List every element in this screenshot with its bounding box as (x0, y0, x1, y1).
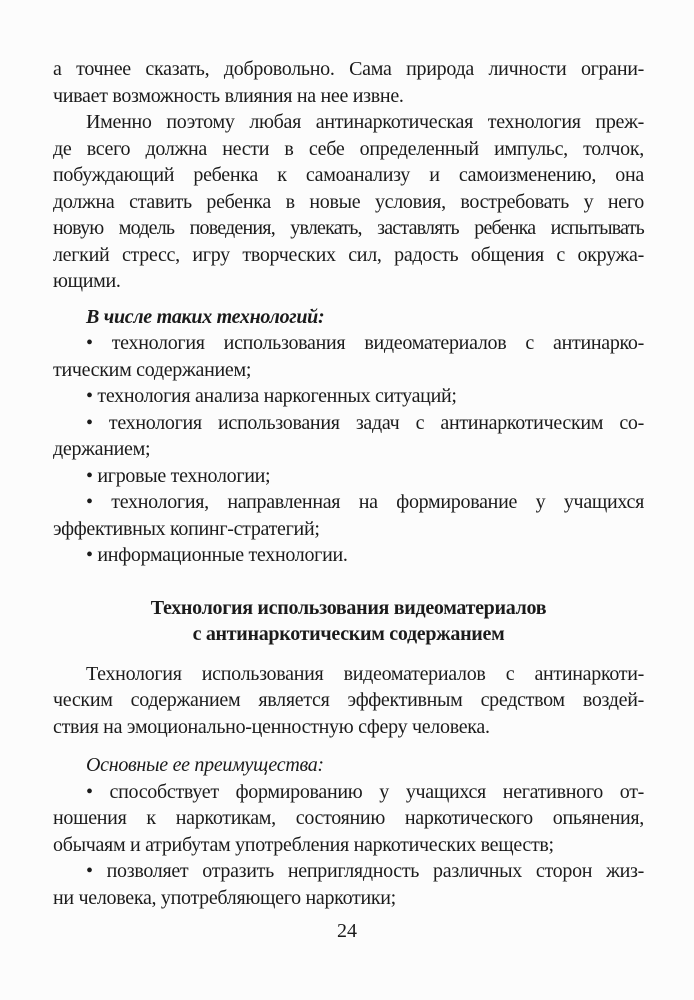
subheading-bold-italic (53, 304, 644, 331)
text-line: ношения к наркотикам, состоянию наркотического опьянения, (53, 807, 644, 829)
text-line: с антинаркотическим содержанием (192, 623, 505, 645)
text-line: легкий стресс, игру творческих сил, радость общения с окружа- (53, 243, 644, 266)
text-line: • технология, направленная на формирование у учащихся (86, 491, 644, 513)
text-line: побуждающий ребенка к самоанализу и самоизменению, она (53, 164, 644, 186)
paragraph (53, 56, 644, 109)
text-content (53, 56, 644, 911)
text-line: де всего должна нести в себе определенный импульс, толчок, (53, 137, 644, 160)
text-line: новую модель поведения, увлекать, заставлять ребенка испытывать (53, 217, 644, 239)
page-number: 24 (337, 920, 357, 942)
text-line: В числе таких технологий: (86, 305, 325, 328)
text-line: тическим содержанием; (53, 358, 252, 381)
text-line: ющими. (53, 270, 121, 292)
bullet (53, 383, 644, 410)
section-title (53, 595, 644, 648)
text-line: ни человека, употребляющего наркотики; (53, 886, 396, 909)
text-line: • технология анализа наркогенных ситуаций; (86, 385, 457, 407)
text-line: • технология использования видеоматериалов с антинарко- (86, 332, 644, 354)
text-line: • технология использования задач с антинаркотическим со- (86, 411, 644, 434)
text-line: а точнее сказать, добровольно. Сама природа личности ограни- (53, 58, 644, 80)
bullet (53, 858, 644, 911)
bullet (53, 542, 644, 569)
text-line: • информационные технологии. (86, 544, 348, 566)
bullet (53, 330, 644, 383)
text-line: • способствует формированию у учащихся негативного от- (86, 780, 644, 803)
text-line: держанием; (53, 438, 151, 460)
text-line: Технология использования видеоматериалов с антинаркоти- (86, 662, 644, 685)
bullet (53, 410, 644, 463)
bullet (53, 489, 644, 542)
text-line: должна ставить ребенка в новые условия, востребовать у него (53, 190, 644, 213)
text-line: Технология использования видеоматериалов (150, 596, 547, 619)
paragraph (53, 109, 644, 295)
text-line: • игровые технологии; (86, 464, 271, 487)
text-line: эффективных копинг-стратегий; (53, 517, 320, 540)
text-line: чивает возможность влияния на нее извне. (53, 84, 404, 107)
bullet (53, 463, 644, 490)
paragraph (53, 661, 644, 741)
text-line: • позволяет отразить неприглядность различных сторон жиз- (86, 860, 644, 882)
text-line: Основные ее преимущества: (86, 754, 324, 776)
subheading-italic (53, 752, 644, 779)
text-line: ческим содержанием является эффективным средством воздей- (53, 689, 644, 711)
text-line: ствия на эмоционально-ценностную сферу человека. (53, 715, 490, 738)
text-line: Именно поэтому любая антинаркотическая технология преж- (86, 111, 644, 133)
text-line: обычаям и атрибутам употребления наркотических веществ; (53, 833, 554, 856)
bullet (53, 779, 644, 859)
